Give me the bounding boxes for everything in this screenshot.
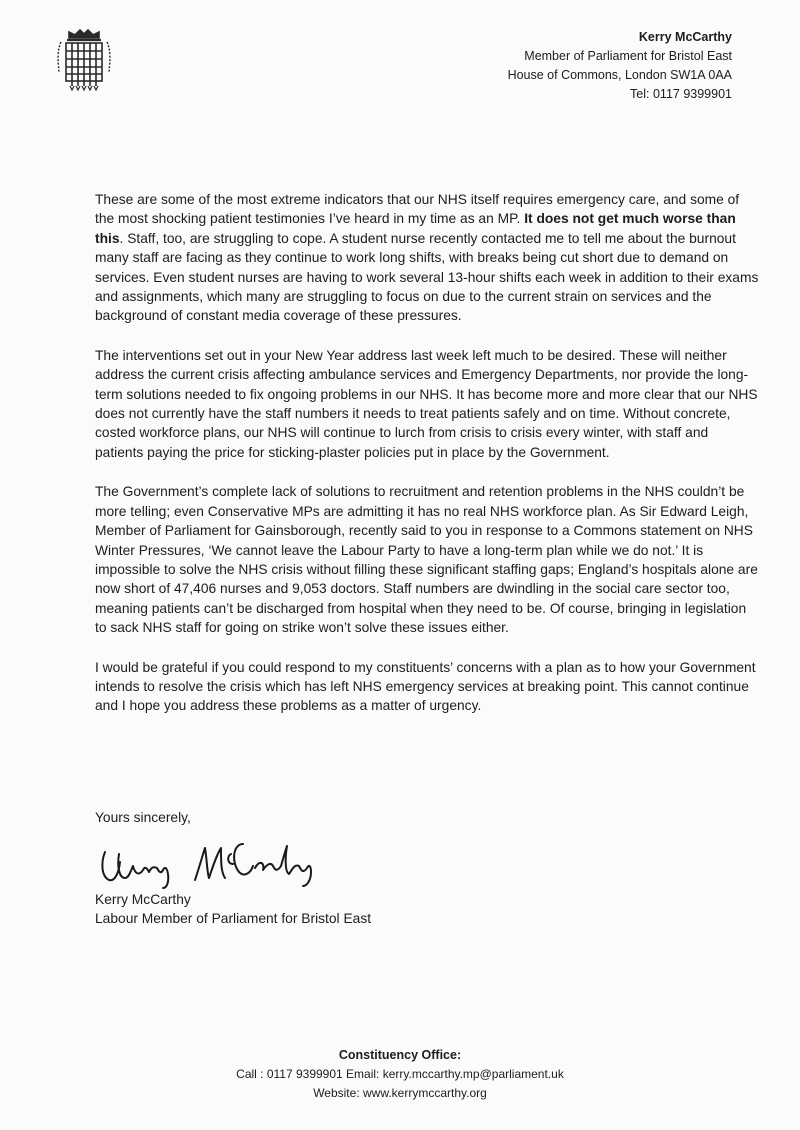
footer-website: Website: www.kerrymccarthy.org bbox=[313, 1086, 487, 1100]
signer-name: Kerry McCarthy bbox=[95, 892, 191, 907]
paragraph-3: The Government’s complete lack of solutions to recruitment and retention problems in the NHS couldn’t be more telling; even Conservative MPs are admitting it has no real NHS workforce plan. As Sir Edward Leigh, Member of Parliament for Gainsborough, recently said to you in response to a Commons statement on NHS Winter Pressures, ‘We cannot leave the Labour Party to have a long-term plan while we do not.’ It is impossible to solve the NHS crisis without filling these significant staffing gaps; England’s hospitals alone are now short of 47,406 nurses and 9,053 doctors. Staff numbers are dwindling in the social care sector too, meaning patients can’t be discharged from hospital when they need to be. Of course, bringing in legislation to sack NHS staff for going on strike won’t solve these issues either. bbox=[95, 484, 758, 636]
letterhead bbox=[508, 28, 732, 104]
mp-address: House of Commons, London SW1A 0AA bbox=[507, 68, 732, 82]
signer-title: Labour Member of Parliament for Bristol East bbox=[95, 911, 372, 927]
mp-telephone: Tel: 0117 9399901 bbox=[630, 87, 732, 101]
footer bbox=[0, 1046, 800, 1103]
paragraph-4: I would be grateful if you could respond to my constituents’ concerns with a plan as to how your Government intends to resolve the crisis which has left NHS emergency services at breaking point. This cannot continue and I hope you address these problems as a matter of urgency. bbox=[95, 659, 756, 714]
mp-name: Kerry McCarthy bbox=[638, 30, 732, 44]
footer-contact: Call : 0117 9399901 Email: kerry.mccarthy.mp@parliament.uk bbox=[236, 1067, 564, 1081]
footer-heading: Constituency Office: bbox=[338, 1048, 462, 1062]
paragraph-1: These are some of the most extreme indicators that our NHS itself requires emergency care, and some of the most shocking patient testimonies I’ve heard in my time as an MP. It does not get much worse than this. Staff, too, are struggling to cope. A student nurse recently contacted me to tell me about the burnout many staff are facing as they continue to work long shifts, with breaks being cut short due to demand on services. Even student nurses are having to work several 13-hour shifts each week in addition to their exams and assignments, which many are struggling to focus on due to the current strain on services and the background of constant media coverage of these pressures. bbox=[95, 192, 759, 324]
handwritten-signature bbox=[95, 832, 345, 890]
signer-block bbox=[95, 890, 371, 929]
letter-body bbox=[95, 190, 760, 736]
closing-salutation: Yours sincerely, bbox=[95, 810, 191, 825]
emphasis-text: It does not get much worse than this bbox=[95, 211, 736, 246]
paragraph-2: The interventions set out in your New Year address last week left much to be desired. These will neither address the current crisis affecting ambulance services and Emergency Departments, nor provide the long-term solutions needed to fix ongoing problems in our NHS. It has become more and more clear that our NHS does not currently have the staff numbers it needs to treat patients safely and on time. Without concrete, costed workforce plans, our NHS will continue to lurch from crisis to crisis every winter, with staff and patients paying the price for sticking-plaster policies put in place by the Government. bbox=[95, 347, 758, 460]
mp-role: Member of Parliament for Bristol East bbox=[524, 49, 732, 63]
portcullis-icon bbox=[55, 28, 113, 92]
